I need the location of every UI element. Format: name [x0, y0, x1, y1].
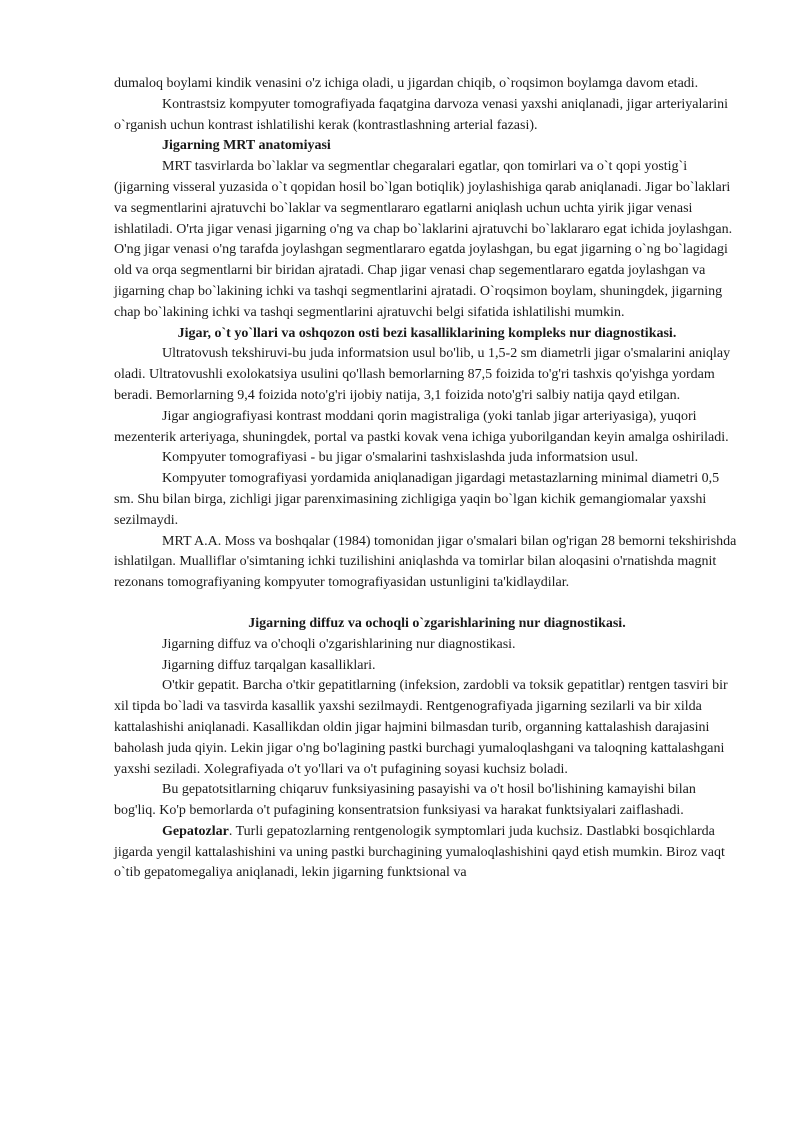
paragraph-12: Bu gepatotsitlarning chiqaruv funksiyasining pasayishi va o't hosil bo'lishining kamayishi bilan bog'liq. Ko'p bemorlarda o't pufagining konsentratsion funksiyasi va harakat funktsiyalari zaiflashadi. — [114, 782, 696, 819]
paragraph-4: Ultratovush tekshiruvi-bu juda informatsion usul bo'lib, u 1,5-2 sm diametrli jigar o'smalarini aniqlay oladi. Ultratovushli exolokatsiya usulini qo'llash bemorlarning 87,5 foizida to'g'ri tashxis qo'yishga yordam beradi. Bemorlarning 9,4 foizida noto'g'ri ijobiy natija, 3,1 foizida noto'g'ri salbiy natija qayd etilgan. — [114, 346, 731, 403]
paragraph-9: Jigarning diffuz va o'choqli o'zgarishlarining nur diagnostikasi. — [162, 636, 516, 652]
section-heading-complex-diagnostics: Jigar, o`t yo`llari va oshqozon osti bezi kasalliklarining kompleks nur diagnostikasi. — [177, 325, 677, 341]
term-gepatozlar: Gepatozlar — [162, 823, 229, 839]
paragraph-8: MRT A.A. Moss va boshqalar (1984) tomonidan jigar o'smalari bilan og'rigan 28 bemorni tekshirishda ishlatilgan. Mualliflar o'simtaning ichki tuzilishini aniqlashda va tomirlar bilan aloqasini o'rnatishda magnit rezonans tomografiyaning kompyuter tomografiyasidan ustunligini ta'kidlaydilar. — [114, 533, 737, 591]
paragraph-13 — [114, 822, 740, 884]
paragraph-7: Kompyuter tomografiyasi yordamida aniqlanadigan jigardagi metastazlarning minimal diametri 0,5 sm. Shu bilan birga, zichligi jigar parenximasining zichligiga yaqin bo`lgan kichik gemangiomalar yaxshi sezilmaydi. — [114, 471, 720, 528]
paragraph-13-text: . Turli gepatozlarning rentgenologik symptomlari juda kuchsiz. Dastlabki bosqichlarda jigarda yengil kattalashishini va uning pastki burchagining yumaloqlashishini qayd etish mumkin. Biroz vaqt o`tib gepatomegaliya aniqlanadi, lekin jigarning funktsional va — [114, 823, 725, 881]
paragraph-3: MRT tasvirlarda bo`laklar va segmentlar chegaralari egatlar, qon tomirlari va o`t qopi yostig`i (jigarning visseral yuzasida o`t qopidan hosil bo`lgan botiqlik) joylashishiga qarab aniqlanadi. Jigar bo`laklari va segmentlarini ajratuvchi bo`laklar va segmentlararo egatlarni aniqlash uchun uchta yirik jigar venasi ishlatiladi. O'rta jigar venasi jigarning o'ng va chap bo`laklarini ajratuvchi bo`laklararo egat ichida joylashgan. O'ng jigar venasi o'ng tarafda joylashgan segmentlararo egatda joylashgan, bu egat jigarning o`ng bo`lagidagi old va orqa segmentlarni bir biridan ajratadi. Chap jigar venasi chap segementlararo egatda joylashgan va jigarning chap bo`lakining ichki va tashqi segmentlarini ajratadi. O`roqsimon boylam, shuningdek, jigarning chap bo`lakining ichki va tashqi segmentlarini ajratuvchi belgi sifatida ishlatilishi mumkin. — [114, 159, 733, 320]
paragraph-5: Jigar angiografiyasi kontrast moddani qorin magistraliga (yoki tanlab jigar arteriyasiga), yuqori mezenterik arteriyaga, shuningdek, portal va pastki kovak vena ichiga yuborilgandan keyin amalga oshiriladi. — [114, 408, 729, 445]
paragraph-11: O'tkir gepatit. Barcha o'tkir gepatitlarning (infeksion, zardobli va toksik gepatitlar) rentgen tasviri bir xil tipda bo`ladi va tasvirda kasallik yaxshi sezilmaydi. Rentgenografiyada jigarning sezilarli va bir xilda kattalashishi aniqlanadi. Kasallikdan oldin jigar hajmini bilmasdan turib, organning kattalashish darajasini baholash juda qiyin. Lekin jigar o'ng bo'lagining pastki burchagi yumaloqlashgani va taloqning kattalashgani yaxshi seziladi. Xolegrafiyada o't yo'llari va o't pufagining soyasi kuchsiz boladi. — [114, 678, 728, 777]
section-heading-mrt-anatomy: Jigarning MRT anatomiyasi — [162, 138, 331, 154]
section-heading-diffuse-changes: Jigarning diffuz va ochoqli o`zgarishlarining nur diagnostikasi. — [248, 615, 626, 631]
paragraph-6: Kompyuter tomografiyasi - bu jigar o'smalarini tashxislashda juda informatsion usul. — [162, 450, 639, 466]
paragraph-1: dumaloq boylamі kindik venasini o'z ichiga oladi, u jigardan chiqib, o`roqsimon boylamga davom etadi. — [114, 76, 699, 91]
paragraph-10: Jigarning diffuz tarqalgan kasalliklari. — [162, 657, 376, 673]
paragraph-2: Kontrastsiz kompyuter tomografiyada faqatgina darvoza venasi yaxshi aniqlanadi, jigar arteriyalarini o`rganish uchun kontrast ishlatilishi kerak (kontrastlashning arterial fazasi). — [114, 96, 729, 133]
blank-line — [114, 594, 740, 614]
